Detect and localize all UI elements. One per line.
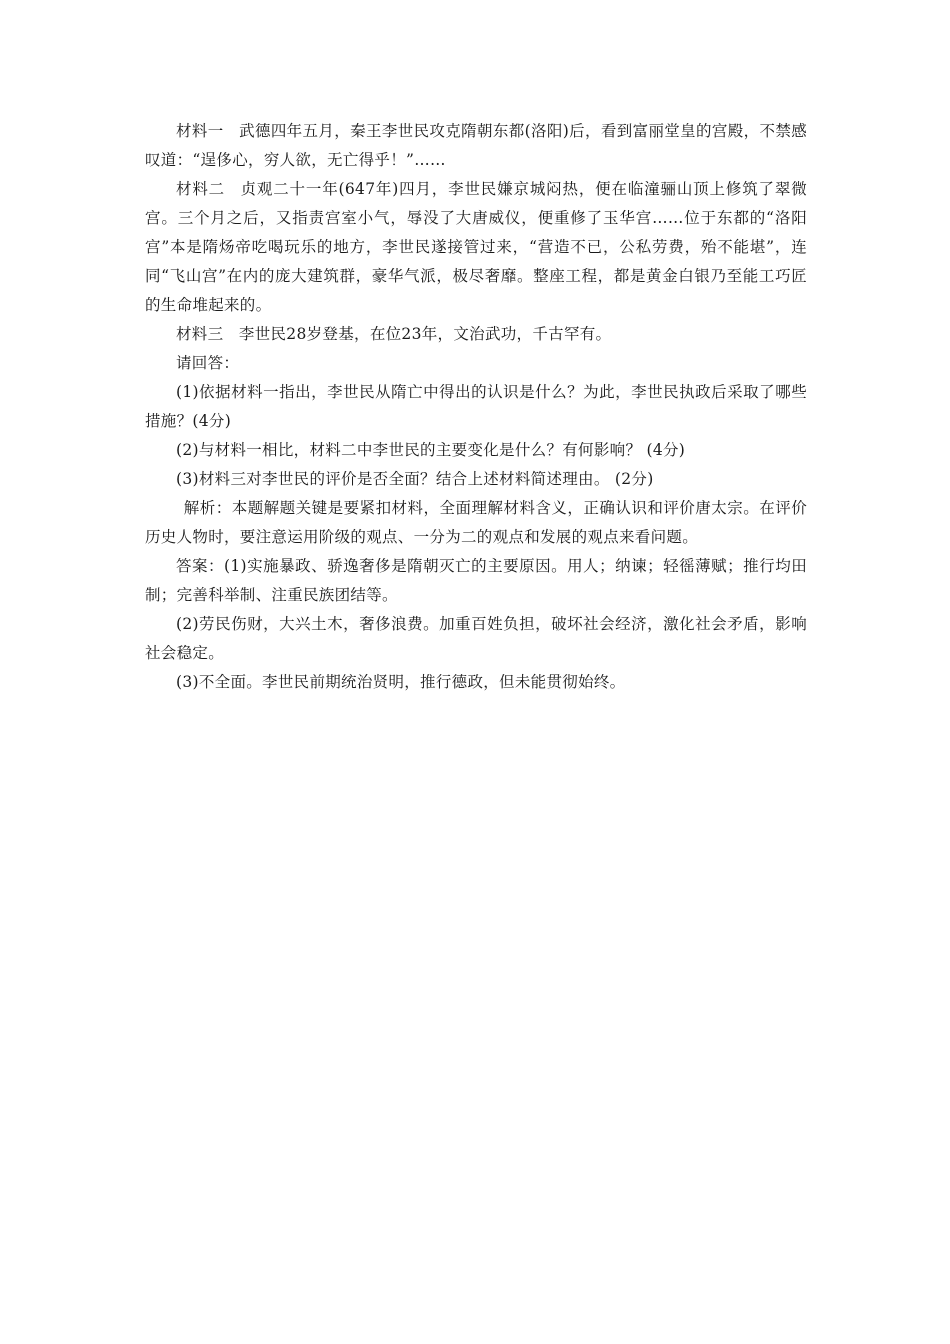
answer-2: (2)劳民伤财，大兴土木，奢侈浪费。加重百姓负担，破坏社会经济，激化社会矛盾，影响社会稳定。 (145, 615, 807, 662)
answer-1: 答案：(1)实施暴政、骄逸奢侈是隋朝灭亡的主要原因。用人；纳谏；轻徭薄赋；推行均田制；完善科举制、注重民族团结等。 (145, 557, 807, 604)
material-3-label: 材料三 (176, 325, 224, 343)
material-3 (145, 320, 807, 349)
material-2-label: 材料二 (176, 180, 226, 198)
question-1: (1)依据材料一指出，李世民从隋亡中得出的认识是什么？为此，李世民执政后采取了哪些措施？(4分) (145, 383, 807, 430)
answer-prompt: 请回答： (176, 354, 240, 372)
material-1-text: 武德四年五月，秦王李世民攻克隋朝东都(洛阳)后，看到富丽堂皇的宫殿，不禁感叹道：“逞侈心，穷人欲，无亡得乎！”…… (145, 122, 807, 169)
question-2: (2)与材料一相比，材料二中李世民的主要变化是什么？有何影响？ (4分) (176, 441, 686, 459)
material-3-text: 李世民28岁登基，在位23年，文治武功，千古罕有。 (238, 325, 612, 343)
material-2 (145, 175, 807, 320)
material-1 (145, 117, 807, 175)
answer-3: (3)不全面。李世民前期统治贤明，推行德政，但未能贯彻始终。 (176, 673, 626, 691)
document-page (145, 117, 807, 697)
question-3: (3)材料三对李世民的评价是否全面？结合上述材料简述理由。 (2分) (176, 470, 654, 488)
analysis: 解析：本题解题关键是要紧扣材料，全面理解材料含义，正确认识和评价唐太宗。在评价历史人物时，要注意运用阶级的观点、一分为二的观点和发展的观点来看问题。 (145, 499, 807, 546)
material-2-text: 贞观二十一年(647年)四月，李世民嫌京城闷热，便在临潼骊山顶上修筑了翠微宫。三个月之后，又指责宫室小气，辱没了大唐威仪，便重修了玉华宫……位于东都的“洛阳宫”本是隋炀帝吃喝玩乐的地方，李世民遂接管过来，“营造不已，公私劳费，殆不能堪”，连同“飞山宫”在内的庞大建筑群，豪华气派，极尽奢靡。整座工程，都是黄金白银乃至能工巧匠的生命堆起来的。 (145, 180, 807, 314)
material-1-label: 材料一 (176, 122, 224, 140)
